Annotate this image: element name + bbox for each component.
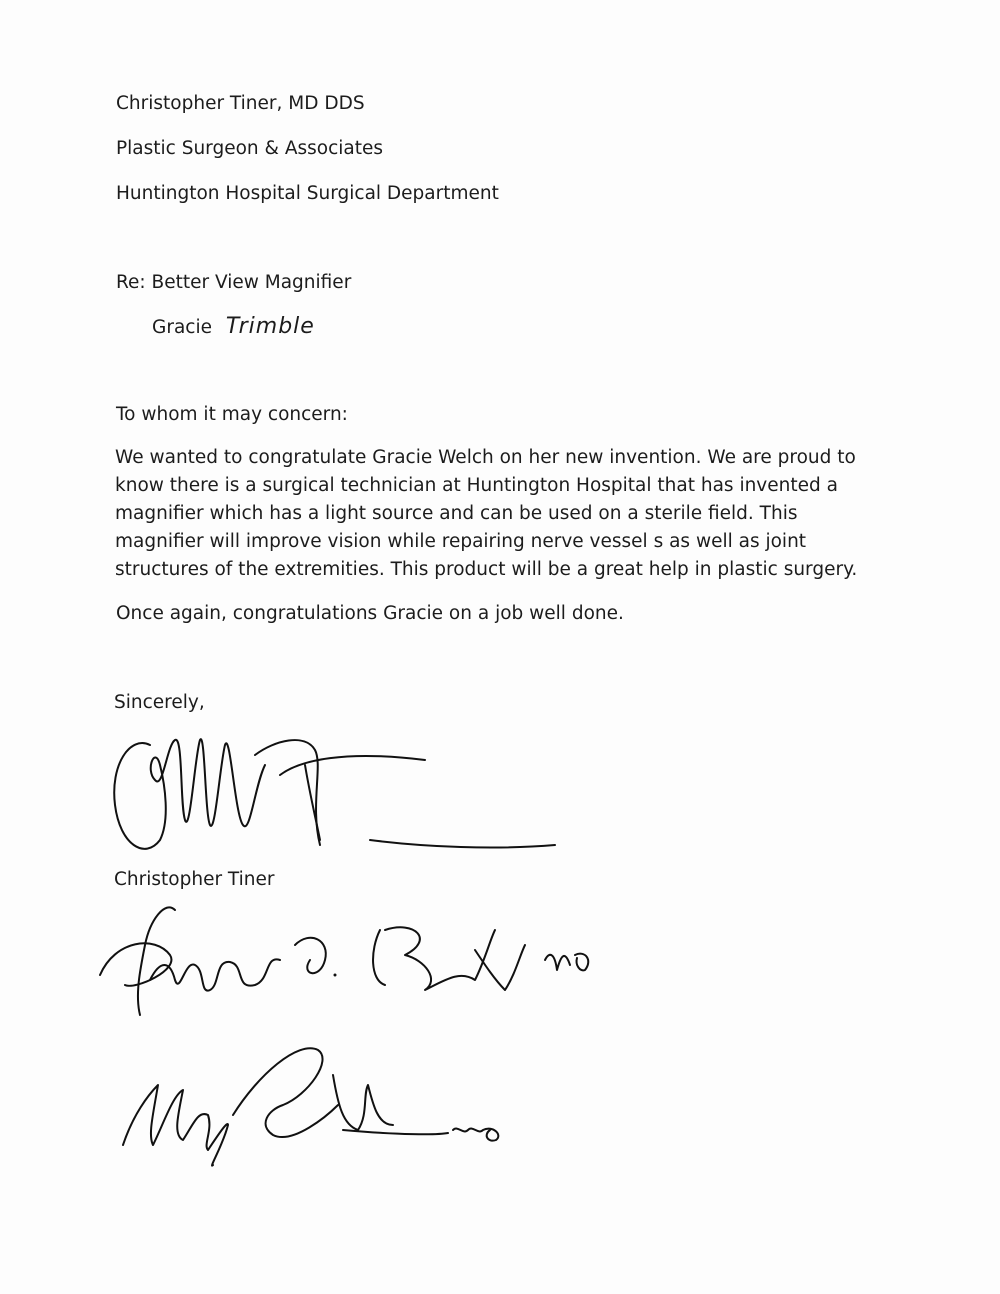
- letterhead-name: Christopher Tiner, MD DDS: [116, 93, 365, 114]
- closing: Sincerely,: [114, 692, 205, 713]
- subject-person: [152, 316, 315, 339]
- subject-line: Re: Better View Magnifier: [116, 272, 352, 293]
- signature-second: [95, 900, 595, 1025]
- salutation: To whom it may concern:: [116, 404, 348, 425]
- subject-person-first: Gracie: [152, 317, 212, 338]
- body-line: structures of the extremities. This product will be a great help in plastic surgery.: [115, 559, 858, 580]
- signature-third: [118, 1035, 518, 1175]
- body-line: know there is a surgical technician at Huntington Hospital that has invented a: [115, 475, 838, 496]
- body-line: We wanted to congratulate Gracie Welch on her new invention. We are proud to: [115, 447, 856, 468]
- subject-person-last-handwritten: Trimble: [225, 314, 315, 339]
- letterhead-practice: Plastic Surgeon & Associates: [116, 138, 383, 159]
- letterhead-department: Huntington Hospital Surgical Department: [116, 183, 499, 204]
- signature-christopher-tiner: [105, 725, 565, 865]
- body-paragraph-2: Once again, congratulations Gracie on a job well done.: [116, 603, 624, 624]
- body-line: magnifier which has a light source and can be used on a sterile field. This: [115, 503, 798, 524]
- signatory-name: Christopher Tiner: [114, 869, 275, 890]
- body-line: magnifier will improve vision while repairing nerve vessel s as well as joint: [115, 531, 807, 552]
- body-paragraph-1: [115, 444, 895, 584]
